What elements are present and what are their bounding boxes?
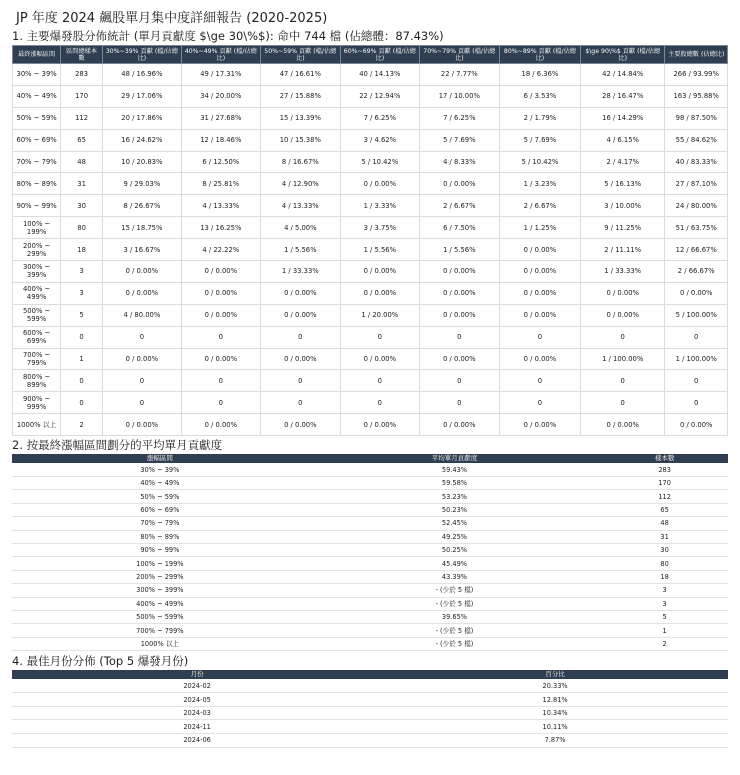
value-cell: 1 / 33.33% [581,261,665,283]
value-cell: 0 [581,392,665,414]
column-header: 80%~89% 貢獻 (檔/佔總比) [499,46,580,64]
range-cell: 400% ~ 499% [12,597,308,610]
table-row [13,261,728,283]
range-cell: 100% ~ 199% [13,217,61,239]
range-cell: 80% ~ 89% [13,173,61,195]
value-cell: 3 / 10.00% [581,195,665,217]
value-cell: 0 [61,370,103,392]
range-cell: 100% ~ 199% [12,557,308,570]
column-header: 70%~79% 貢獻 (檔/佔總比) [419,46,499,64]
value-cell: 0 [340,392,419,414]
value-cell: 20.33% [382,679,728,693]
value-cell: 0 / 0.00% [181,304,260,326]
table-row [12,610,728,623]
range-cell: 2024-06 [12,733,382,747]
value-cell: 9 / 11.25% [581,217,665,239]
value-cell: 0 / 0.00% [260,414,340,436]
value-cell: 48 [61,151,103,173]
value-cell: 16 / 24.62% [102,129,181,151]
value-cell: 5 / 10.42% [499,151,580,173]
value-cell: 0 [181,370,260,392]
range-cell: 300% ~ 399% [13,261,61,283]
range-cell: 1000% 以上 [12,637,308,650]
value-cell: 0 [260,392,340,414]
value-cell: 0 [665,370,728,392]
range-cell: 500% ~ 599% [12,610,308,623]
value-cell: 2 / 11.11% [581,239,665,261]
value-cell: 3 [601,597,728,610]
column-header: 區間總樣本數 [61,46,103,64]
value-cell: 0 / 0.00% [499,261,580,283]
table-row [13,107,728,129]
column-header: 50%~59% 貢獻 (檔/佔總比) [260,46,340,64]
value-cell: 1 / 100.00% [581,348,665,370]
value-cell: 170 [601,477,728,490]
value-cell: 15 / 18.75% [102,217,181,239]
value-cell: 6 / 7.50% [419,217,499,239]
table-row [12,543,728,556]
section-4-heading: 4. 最佳月份分佈 (Top 5 爆發月份) [12,654,189,669]
value-cell: 0 / 0.00% [581,282,665,304]
value-cell: 50.23% [308,503,602,516]
value-cell: 29 / 17.06% [102,85,181,107]
value-cell: 0 [419,326,499,348]
range-cell: 70% ~ 79% [13,151,61,173]
value-cell: 52.45% [308,517,602,530]
value-cell: 43.39% [308,570,602,583]
value-cell: 4 / 8.33% [419,151,499,173]
value-cell: 42 / 14.84% [581,64,665,86]
value-cell: 8 / 25.81% [181,173,260,195]
value-cell: 80 [601,557,728,570]
range-cell: 700% ~ 799% [12,624,308,637]
value-cell: 2 / 1.79% [499,107,580,129]
value-cell: 12 / 66.67% [665,239,728,261]
value-cell: 0 [102,392,181,414]
range-cell: 40% ~ 49% [13,85,61,107]
value-cell: 7 / 6.25% [340,107,419,129]
value-cell: 49.25% [308,530,602,543]
value-cell: 4 / 22.22% [181,239,260,261]
value-cell: 8 / 16.67% [260,151,340,173]
table-row [12,530,728,543]
table-row [13,129,728,151]
value-cell: 0 / 0.00% [499,304,580,326]
range-cell: 60% ~ 69% [12,503,308,516]
table-row [12,570,728,583]
value-cell: 0 / 0.00% [260,348,340,370]
table-row [12,503,728,516]
value-cell: 0 / 0.00% [419,304,499,326]
value-cell: 10.34% [382,706,728,720]
value-cell: 1 / 3.23% [499,173,580,195]
value-cell: 2 [61,414,103,436]
table-row [12,463,728,476]
table-row [12,490,728,503]
value-cell: 9 / 29.03% [102,173,181,195]
value-cell: 98 / 87.50% [665,107,728,129]
value-cell: 53.23% [308,490,602,503]
value-cell: 3 [601,584,728,597]
value-cell: 16 / 14.29% [581,107,665,129]
table-header-row [12,454,728,463]
value-cell: 3 / 4.62% [340,129,419,151]
column-header: 漲幅區間 [12,454,308,463]
value-cell: 4 / 5.00% [260,217,340,239]
value-cell: 0 [102,370,181,392]
table-row [13,217,728,239]
value-cell: 0 [581,370,665,392]
value-cell: 4 / 12.90% [260,173,340,195]
value-cell: 15 / 13.39% [260,107,340,129]
value-cell: 31 [601,530,728,543]
value-cell: 0 / 0.00% [499,414,580,436]
table-row [13,304,728,326]
value-cell: - (少於 5 檔) [308,637,602,650]
value-cell: 0 / 0.00% [340,282,419,304]
column-header: 60%~69% 貢獻 (檔/佔總比) [340,46,419,64]
value-cell: 0 / 0.00% [665,282,728,304]
range-cell: 600% ~ 699% [13,326,61,348]
range-cell: 60% ~ 69% [13,129,61,151]
value-cell: 55 / 84.62% [665,129,728,151]
value-cell: 0 / 0.00% [102,261,181,283]
value-cell: 0 [340,370,419,392]
value-cell: 48 [601,517,728,530]
value-cell: 0 / 0.00% [181,261,260,283]
value-cell: 0 / 0.00% [340,348,419,370]
value-cell: 283 [601,463,728,476]
table-header-row [12,670,728,679]
avg-contribution-table [12,454,728,651]
range-cell: 30% ~ 39% [13,64,61,86]
value-cell: 34 / 20.00% [181,85,260,107]
value-cell: 0 [499,370,580,392]
value-cell: 5 / 100.00% [665,304,728,326]
value-cell: 28 / 16.47% [581,85,665,107]
column-header: 主要股總數 (佔總比) [665,46,728,64]
table-row [13,239,728,261]
value-cell: 13 / 16.25% [181,217,260,239]
value-cell: 0 / 0.00% [181,282,260,304]
value-cell: 31 / 27.68% [181,107,260,129]
value-cell: 30 [601,543,728,556]
table-row [13,326,728,348]
value-cell: 0 / 0.00% [181,348,260,370]
value-cell: 0 / 0.00% [102,282,181,304]
value-cell: 3 [61,261,103,283]
value-cell: 0 / 0.00% [102,414,181,436]
column-header: 30%~39% 貢獻 (檔/佔總比) [102,46,181,64]
range-cell: 200% ~ 299% [13,239,61,261]
value-cell: 24 / 80.00% [665,195,728,217]
value-cell: 0 / 0.00% [260,282,340,304]
value-cell: 8 / 26.67% [102,195,181,217]
value-cell: 112 [601,490,728,503]
value-cell: 12 / 18.46% [181,129,260,151]
value-cell: 18 [601,570,728,583]
table-row [12,624,728,637]
value-cell: 0 / 0.00% [102,348,181,370]
range-cell: 90% ~ 99% [12,543,308,556]
value-cell: 18 / 6.36% [499,64,580,86]
value-cell: 163 / 95.88% [665,85,728,107]
table-row [13,85,728,107]
table-row [12,706,728,720]
table-row [12,517,728,530]
value-cell: 0 [419,392,499,414]
value-cell: 59.43% [308,463,602,476]
section-2-heading: 2. 按最終漲幅區間劃分的平均單月貢獻度 [12,438,223,453]
table-row [12,679,728,693]
value-cell: 4 / 13.33% [260,195,340,217]
value-cell: 0 [581,326,665,348]
value-cell: 0 [665,326,728,348]
value-cell: 2 / 4.17% [581,151,665,173]
value-cell: 0 [61,326,103,348]
value-cell: 3 [61,282,103,304]
value-cell: 7.87% [382,733,728,747]
range-cell: 90% ~ 99% [13,195,61,217]
range-cell: 80% ~ 89% [12,530,308,543]
range-cell: 2024-03 [12,706,382,720]
range-cell: 400% ~ 499% [13,282,61,304]
table-row [12,557,728,570]
table-row [13,348,728,370]
value-cell: 1 / 3.33% [340,195,419,217]
value-cell: 5 [61,304,103,326]
table-row [12,693,728,707]
value-cell: 39.65% [308,610,602,623]
value-cell: 1 / 100.00% [665,348,728,370]
range-cell: 800% ~ 899% [13,370,61,392]
value-cell: 112 [61,107,103,129]
value-cell: 51 / 63.75% [665,217,728,239]
column-header: 最終漲幅區間 [13,46,61,64]
value-cell: 0 / 0.00% [340,261,419,283]
table-row [13,370,728,392]
column-header: 樣本數 [601,454,728,463]
value-cell: 0 / 0.00% [419,173,499,195]
value-cell: 1 / 1.25% [499,217,580,239]
column-header: $\ge 90\%$ 貢獻 (檔/佔總比) [581,46,665,64]
value-cell: 0 [260,326,340,348]
value-cell: 6 / 12.50% [181,151,260,173]
table-row [13,64,728,86]
value-cell: 0 / 0.00% [419,261,499,283]
value-cell: 48 / 16.96% [102,64,181,86]
value-cell: 5 [601,610,728,623]
value-cell: 0 / 0.00% [260,304,340,326]
value-cell: 0 / 0.00% [340,173,419,195]
value-cell: 65 [601,503,728,516]
value-cell: 0 [181,392,260,414]
table-row [13,173,728,195]
range-cell: 2024-02 [12,679,382,693]
value-cell: 18 [61,239,103,261]
range-cell: 2024-05 [12,693,382,707]
value-cell: 10 / 20.83% [102,151,181,173]
value-cell: 27 / 87.10% [665,173,728,195]
value-cell: 2 [601,637,728,650]
value-cell: 1 / 5.56% [340,239,419,261]
value-cell: 10 / 15.38% [260,129,340,151]
value-cell: 283 [61,64,103,86]
table-row [13,151,728,173]
value-cell: 0 [102,326,181,348]
value-cell: 0 / 0.00% [340,414,419,436]
value-cell: 4 / 6.15% [581,129,665,151]
value-cell: 1 / 20.00% [340,304,419,326]
value-cell: 0 / 0.00% [665,414,728,436]
value-cell: 1 / 33.33% [260,261,340,283]
value-cell: 0 [340,326,419,348]
value-cell: 3 / 3.75% [340,217,419,239]
value-cell: 31 [61,173,103,195]
value-cell: 10.11% [382,720,728,734]
table-row [12,597,728,610]
value-cell: 0 [499,326,580,348]
value-cell: 2 / 66.67% [665,261,728,283]
value-cell: 5 / 10.42% [340,151,419,173]
table-row [13,282,728,304]
best-month-table [12,670,728,747]
range-cell: 500% ~ 599% [13,304,61,326]
column-header: 40%~49% 貢獻 (檔/佔總比) [181,46,260,64]
value-cell: 0 / 0.00% [581,414,665,436]
value-cell: 5 / 7.69% [499,129,580,151]
value-cell: 22 / 7.77% [419,64,499,86]
value-cell: 2 / 6.67% [499,195,580,217]
value-cell: 4 / 13.33% [181,195,260,217]
range-cell: 300% ~ 399% [12,584,308,597]
value-cell: 80 [61,217,103,239]
value-cell: 0 / 0.00% [419,414,499,436]
value-cell: 0 / 0.00% [581,304,665,326]
distribution-table [12,45,728,436]
value-cell: 0 / 0.00% [181,414,260,436]
value-cell: 0 [665,392,728,414]
value-cell: 0 [260,370,340,392]
value-cell: 0 [181,326,260,348]
value-cell: 40 / 14.13% [340,64,419,86]
table-row [13,392,728,414]
table-row [13,195,728,217]
range-cell: 30% ~ 39% [12,463,308,476]
value-cell: 30 [61,195,103,217]
value-cell: 27 / 15.88% [260,85,340,107]
value-cell: 3 / 16.67% [102,239,181,261]
value-cell: 170 [61,85,103,107]
range-cell: 2024-11 [12,720,382,734]
range-cell: 200% ~ 299% [12,570,308,583]
value-cell: 22 / 12.94% [340,85,419,107]
value-cell: 45.49% [308,557,602,570]
column-header: 平均單月貢獻度 [308,454,602,463]
value-cell: 59.58% [308,477,602,490]
value-cell: 266 / 93.99% [665,64,728,86]
value-cell: 5 / 7.69% [419,129,499,151]
value-cell: - (少於 5 檔) [308,624,602,637]
value-cell: 49 / 17.31% [181,64,260,86]
table-row [12,637,728,650]
value-cell: 65 [61,129,103,151]
range-cell: 700% ~ 799% [13,348,61,370]
value-cell: 0 / 0.00% [499,282,580,304]
range-cell: 900% ~ 999% [13,392,61,414]
column-header: 月份 [12,670,382,679]
value-cell: 6 / 3.53% [499,85,580,107]
value-cell: 0 / 0.00% [499,239,580,261]
table-row [12,720,728,734]
value-cell: 4 / 80.00% [102,304,181,326]
value-cell: 1 / 5.56% [419,239,499,261]
value-cell: 47 / 16.61% [260,64,340,86]
column-header: 百分比 [382,670,728,679]
range-cell: 40% ~ 49% [12,477,308,490]
value-cell: 50.25% [308,543,602,556]
range-cell: 50% ~ 59% [12,490,308,503]
table-row [12,477,728,490]
report-title: JP 年度 2024 飆股單月集中度詳細報告 (2020-2025) [16,11,328,26]
value-cell: 2 / 6.67% [419,195,499,217]
range-cell: 70% ~ 79% [12,517,308,530]
value-cell: 0 [61,392,103,414]
table-row [13,414,728,436]
range-cell: 1000% 以上 [13,414,61,436]
value-cell: 12.81% [382,693,728,707]
value-cell: 5 / 16.13% [581,173,665,195]
table-header-row [13,46,728,64]
value-cell: 0 [499,392,580,414]
value-cell: 1 [601,624,728,637]
table-row [12,584,728,597]
value-cell: 0 [419,370,499,392]
value-cell: 20 / 17.86% [102,107,181,129]
value-cell: - (少於 5 檔) [308,597,602,610]
value-cell: 40 / 83.33% [665,151,728,173]
value-cell: 7 / 6.25% [419,107,499,129]
value-cell: 1 [61,348,103,370]
range-cell: 50% ~ 59% [13,107,61,129]
section-1-heading: 1. 主要爆發股分佈統計 (單月貢獻度 $\ge 30\%$): 命中 744 檔 (佔總體：87.43%) [12,29,444,43]
value-cell: 1 / 5.56% [260,239,340,261]
value-cell: 0 / 0.00% [419,348,499,370]
table-row [12,733,728,747]
value-cell: - (少於 5 檔) [308,584,602,597]
value-cell: 17 / 10.00% [419,85,499,107]
value-cell: 0 / 0.00% [499,348,580,370]
value-cell: 0 / 0.00% [419,282,499,304]
